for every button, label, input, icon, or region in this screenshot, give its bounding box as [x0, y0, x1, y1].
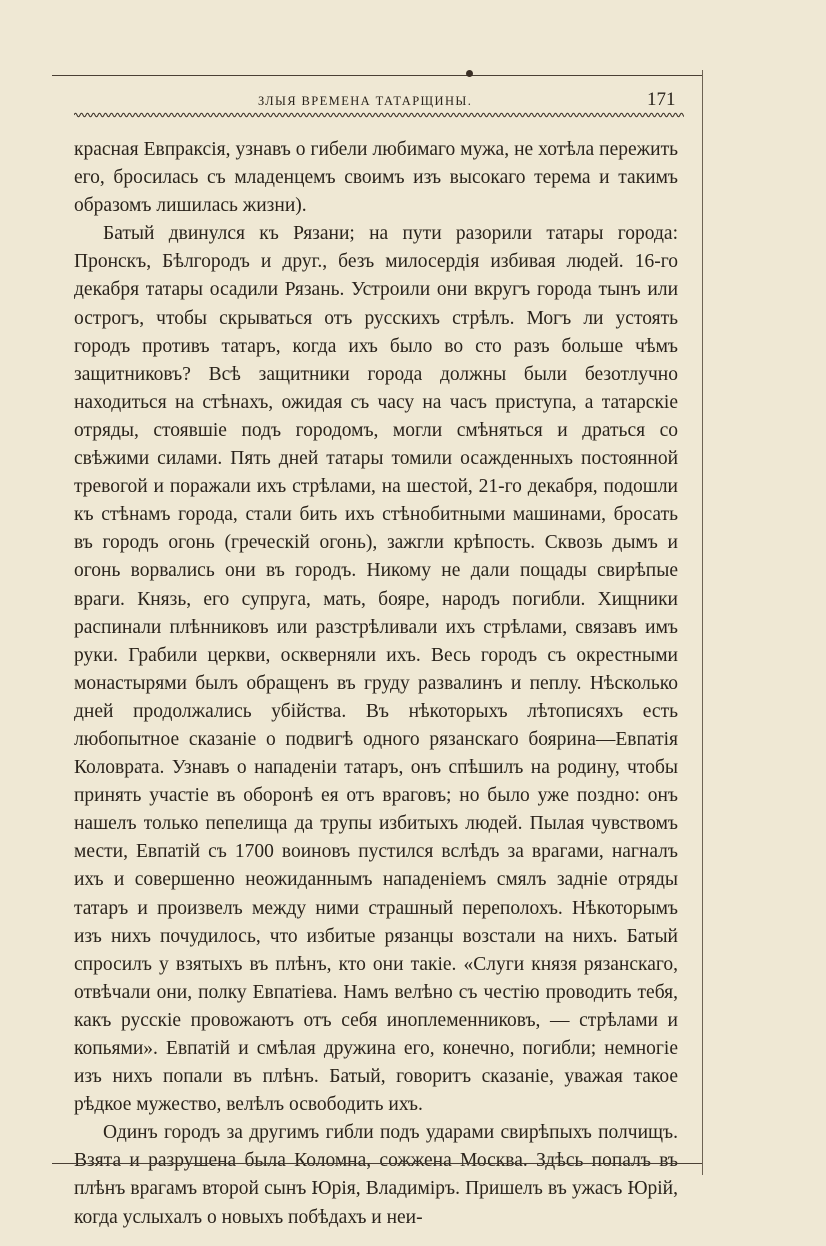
header-top-rule	[52, 75, 702, 76]
running-header-title: ЗЛЫЯ ВРЕМЕНА ТАТАРЩИНЫ.	[258, 94, 473, 108]
ornament-dot	[466, 70, 473, 77]
page-number: 171	[647, 89, 676, 110]
body-text	[74, 136, 678, 1232]
paragraph-1: красная Евпраксія, узнавъ о гибели любимаго мужа, не хотѣла пережить его, бросилась съ младенцемъ своимъ изъ высокаго терема и такимъ образомъ лишилась жизни).	[74, 139, 678, 217]
footer-rule	[52, 1163, 702, 1164]
paragraph-2: Батый двинулся къ Рязани; на пути разорили татары города: Пронскъ, Бѣлгородъ и друг., безъ милосердія избивая людей. 16-го декабря татары осадили Рязань. Устроили они вкругъ города тынъ или острогъ, чтобы скрываться отъ русскихъ стрѣлъ. Могъ ли устоять городъ противъ татаръ, когда ихъ было во сто разъ больше чѣмъ защитниковъ? Всѣ защитники города должны были безотлучно находиться на стѣнахъ, ожидая съ часу на часъ приступа, а татарскіе отряды, стоявшіе подъ городомъ, могли смѣняться и драться со свѣжими силами. Пять дней татары томили осажденныхъ постоянной тревогой и поражали ихъ стрѣлами, на шестой, 21-го декабря, подошли къ стѣнамъ города, стали бить ихъ стѣнобитными машинами, бросать въ городъ огонь (греческій огонь), зажгли крѣпость. Сквозь дымъ и огонь ворвались они въ городъ. Никому не дали пощады свирѣпые враги. Князь, его супруга, мать, бояре, народъ погибли. Хищники распинали плѣнниковъ или разстрѣливали ихъ стрѣлами, связавъ имъ руки. Грабили церкви, оскверняли ихъ. Весь городъ съ окрестными монастырями былъ обращенъ въ груду развалинъ и пеплу. Нѣсколько дней продолжались убійства. Въ нѣкоторыхъ лѣтописяхъ есть любопытное сказаніе о подвигѣ одного рязанскаго боярина—Евпатія Коловрата. Узнавъ о нападеніи татаръ, онъ спѣшилъ на родину, чтобы принять участіе въ оборонѣ ея отъ враговъ; но было уже поздно: онъ нашелъ только пепелища да трупы избитыхъ людей. Пылая чувствомъ мести, Евпатій съ 1700 воиновъ пустился вслѣдъ за врагами, нагналъ ихъ и совершенно неожиданнымъ нападеніемъ смялъ задніе отряды татаръ и произвелъ между ними страшный переполохъ. Нѣкоторымъ изъ нихъ почудилось, что избитые рязанцы возстали на нихъ. Батый спросилъ у взятыхъ въ плѣнъ, кто они такіе. «Слуги князя рязанскаго, отвѣчали они, полку Евпатіева. Намъ велѣно съ честію проводить тебя, какъ русскіе провожаютъ отъ себя иноплеменниковъ, — стрѣлами и копьями». Евпатій и смѣлая дружина его, конечно, погибли; немногіе изъ нихъ попали въ плѣнъ. Батый, говоритъ сказаніе, уважая такое рѣдкое мужество, велѣлъ освободить ихъ.	[74, 223, 678, 1116]
paragraph-3: Одинъ городъ за другимъ гибли подъ ударами свирѣпыхъ полчищъ. Взята и разрушена была Коломна, сожжена Москва. Здѣсь попалъ въ плѣнъ врагамъ второй сынъ Юрія, Владиміръ. Пришелъ въ ужасъ Юрій, когда услыхалъ о новыхъ побѣдахъ и неи-	[74, 1122, 678, 1228]
wavy-header-rule	[74, 110, 684, 120]
